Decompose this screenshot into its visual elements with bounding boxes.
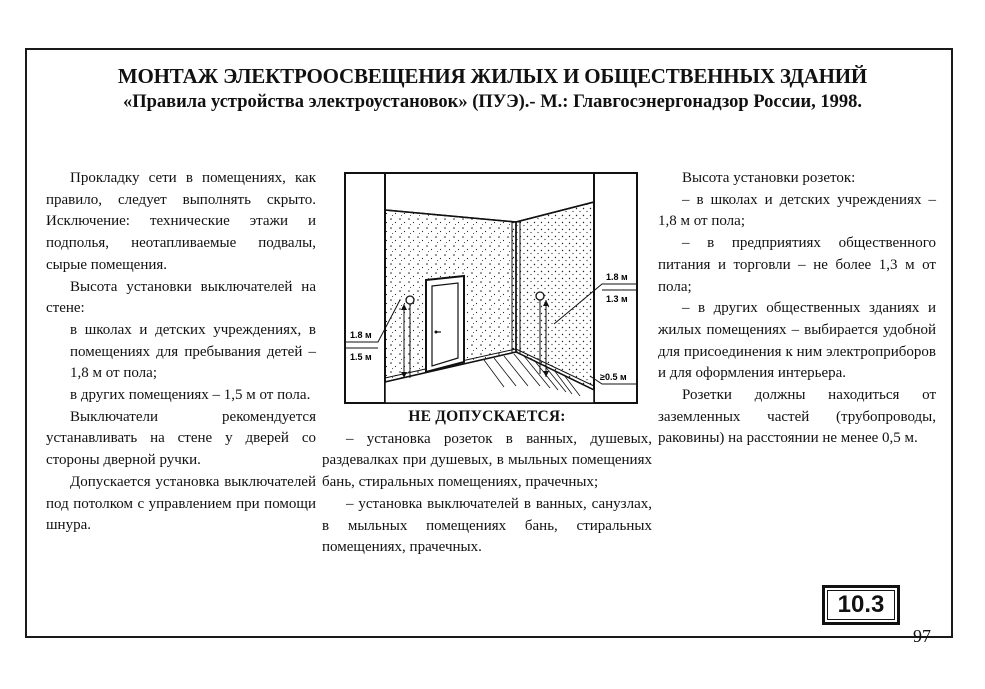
room-illustration (344, 172, 638, 404)
left-paragraph-schools: в школах и детских учреждениях, в помещениях для пребывания детей – 1,8 м от пола; (70, 321, 316, 382)
middle-paragraph-sockets: – установка розеток в ванных, душевых, раздевалках при душевых, в мыльных помещениях бань, стиральных помещениях, прачечных; (322, 430, 652, 491)
page-subtitle: «Правила устройства электроустановок» (ПУЭ).- М.: Главгосэнергонадзор России, 1998. (122, 92, 863, 112)
page-title: МОНТАЖ ЭЛЕКТРООСВЕЩЕНИЯ ЖИЛЫХ И ОБЩЕСТВЕННЫХ ЗДАНИЙ (117, 64, 868, 88)
left-paragraph-other-rooms: в других помещениях – 1,5 м от пола. (70, 387, 311, 404)
right-paragraph-catering: – в предприятиях общественного питания и торговли – не более 1,3 м от пола; (658, 235, 936, 295)
right-column (658, 168, 936, 450)
left-paragraph-switch-height: Высота установки выключателей на стене: (46, 278, 316, 317)
right-paragraph-public-buildings: – в других общественных зданиях и жилых помещениях – выбирается удобной для присоединения к ним электроприборов и для оформления интерьера. (658, 300, 936, 382)
section-number-badge (822, 585, 900, 625)
illustration-label-1-5m-left: 1.5 м (350, 352, 372, 362)
left-paragraph-door-side: Выключатели рекомендуется устанавливать на стене у дверей со стороны дверной ручки. (46, 408, 316, 469)
illustration-label-0-5m-right: ≥0.5 м (600, 372, 627, 382)
right-paragraph-socket-height: Высота установки розеток: (682, 170, 856, 186)
middle-paragraph-switches: – установка выключателей в ванных, санузлах, в мыльных помещениях бань, стиральных помещениях, прачечных. (322, 495, 652, 556)
illustration-label-1-8m-right: 1.8 м (606, 272, 628, 282)
left-paragraph-ceiling-switch: Допускается установка выключателей под потолком с управлением при помощи шнура. (46, 473, 316, 534)
not-allowed-heading: НЕ ДОПУСКАЕТСЯ: (408, 408, 566, 425)
right-paragraph-schools: – в школах и детских учреждениях – 1,8 м от пола; (658, 191, 936, 230)
section-number: 10.3 (837, 591, 885, 618)
middle-column (322, 406, 652, 559)
illustration-label-1-3m-right: 1.3 м (606, 294, 628, 304)
right-paragraph-grounded-parts: Розетки должны находиться от заземленных частей (трубопроводы, раковины) на расстоянии не менее 0,5 м. (658, 387, 936, 447)
left-column (46, 168, 316, 537)
illustration-label-1-8m-left: 1.8 м (350, 330, 372, 340)
left-paragraph-network: Прокладку сети в помещениях, как правило, следует выполнять скрыто. Исключение: технические этажи и подполья, неотапливаемые подвалы, сырые помещения. (46, 170, 316, 273)
page-number: 97 (913, 626, 931, 646)
